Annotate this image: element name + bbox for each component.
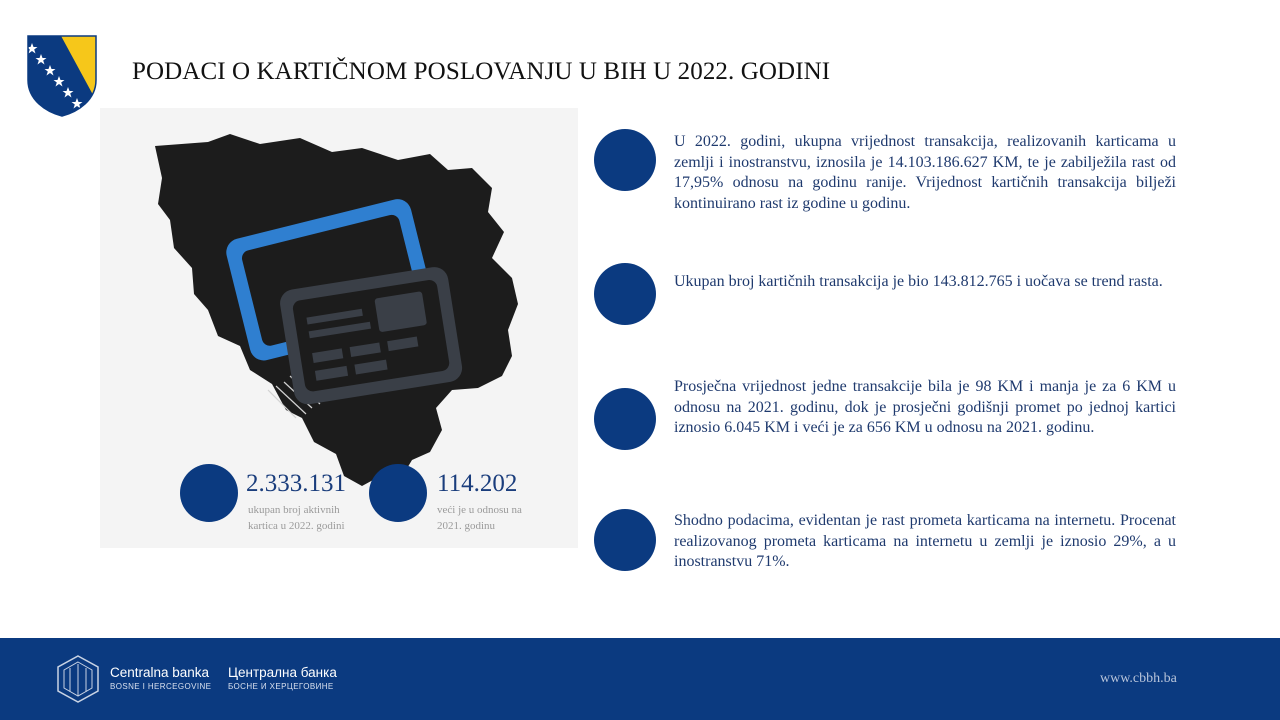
paragraph-transaction-value: U 2022. godini, ukupna vrijednost transakcija, realizovanih karticama u zemlji i inostranstvu, iznosila je 14.103.186.627 KM, te je zabilježila rast od 17,95% odnosu na godinu ranije. Vrijednost kartičnih transakcija bilježi kontinuirano rast iz godine u godinu. <box>674 133 1176 212</box>
bank-name-cyrillic-subtitle: БОСНЕ И ХЕРЦЕГОВИНЕ <box>228 682 334 691</box>
paragraph-average-transaction: Prosječna vrijednost jedne transakcije bila je 98 KM i manja je za 6 KM u odnosu na 2021. godinu, dok je prosječni godišnji promet po jednoj kartici iznosio 6.045 KM i veći je za 656 KM u odnosu na 2021. godinu. <box>674 378 1176 436</box>
bullet-icon <box>594 388 656 450</box>
stat-active-cards-icon <box>180 464 238 522</box>
cbbh-logo-icon <box>54 654 102 704</box>
coat-of-arms-icon <box>26 34 98 118</box>
stat-active-cards-caption: ukupan broj aktivnih kartica u 2022. godini <box>248 504 345 532</box>
stat-growth-caption: veći je u odnosu na 2021. godinu <box>437 504 522 532</box>
bullet-icon <box>594 509 656 571</box>
bank-name-latin-subtitle: BOSNE I HERCEGOVINE <box>110 682 212 691</box>
paragraph-transaction-count: Ukupan broj kartičnih transakcija je bio 143.812.765 i uočava se trend rasta. <box>674 273 1163 290</box>
footer-bar <box>0 638 1280 720</box>
stat-growth-value: 114.202 <box>437 470 518 497</box>
bank-name-latin <box>110 665 211 693</box>
paragraph-internet-share: Shodno podacima, evidentan je rast prometa karticama na internetu. Procenat realizovanog prometa karticama na internetu u zemlji je iznosio 29%, a u inostranstvu 71%. <box>674 512 1176 570</box>
bank-name-cyrillic <box>228 665 337 693</box>
bank-name-cyrillic-title: Централна банка <box>228 665 337 680</box>
stat-growth-icon <box>369 464 427 522</box>
bullet-icon <box>594 263 656 325</box>
page-title: PODACI O KARTIČNOM POSLOVANJU U BIH U 2022. GODINI <box>132 58 831 85</box>
bank-name-latin-title: Centralna banka <box>110 665 210 680</box>
stat-active-cards-value: 2.333.131 <box>246 470 346 497</box>
bullet-icon <box>594 129 656 191</box>
website-link[interactable]: www.cbbh.ba <box>1100 671 1177 686</box>
